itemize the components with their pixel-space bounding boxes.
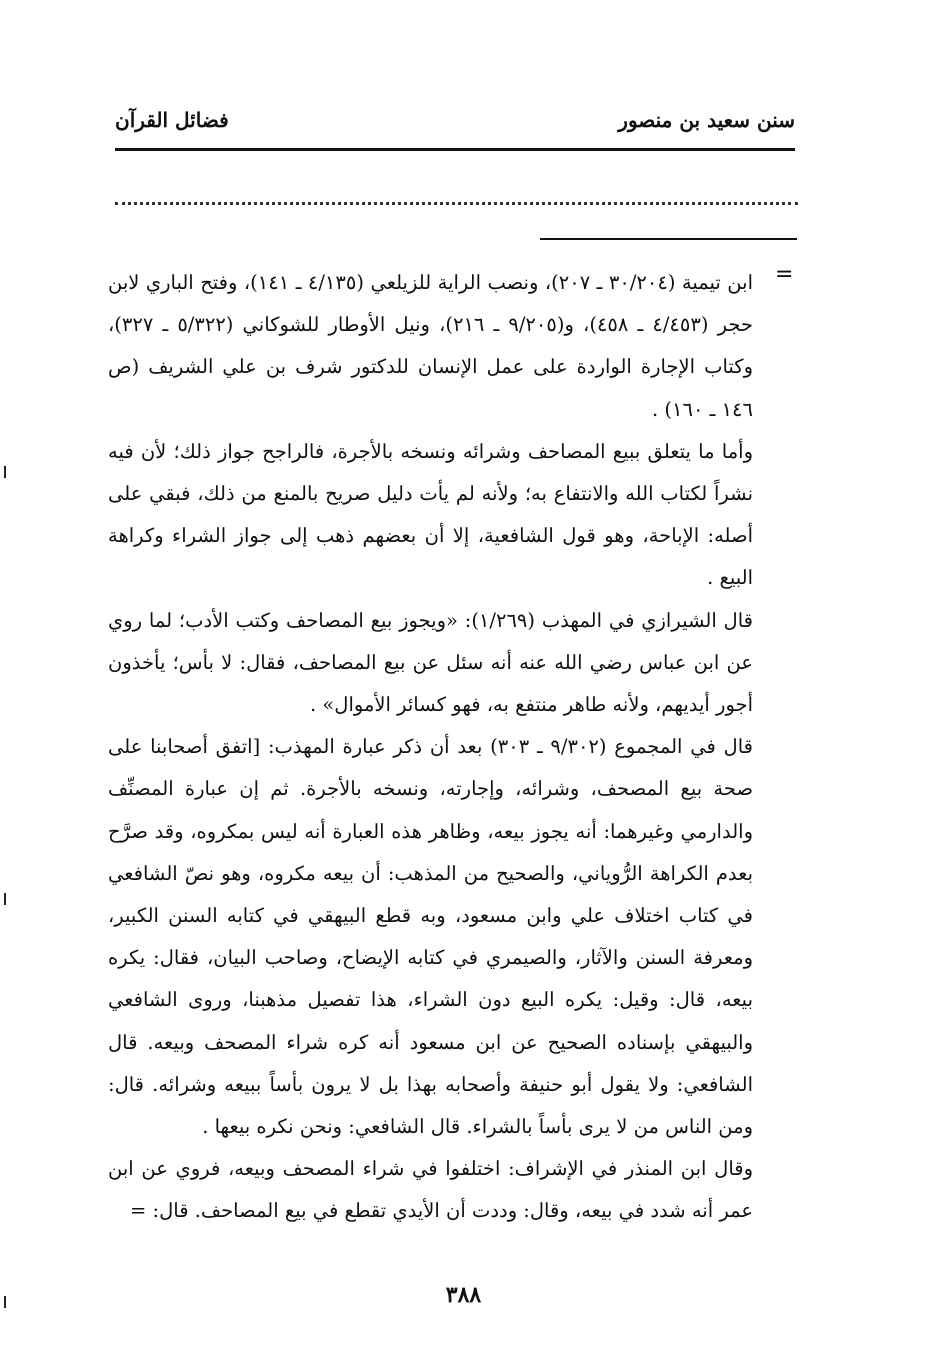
book-title: سنن سعيد بن منصور	[618, 108, 795, 132]
paragraph-references: ابن تيمية (٣٠/٢٠٤ ـ ٢٠٧)، ونصب الراية للزيلعي (٤/١٣٥ ـ ١٤١)، وفتح الباري لابن حجر (٤/٤٥٣ ـ ٤٥٨)، و(٩/٢٠٥ ـ ٢١٦)، ونيل الأوطار للشوكاني (٥/٣٢٢ ـ ٣٢٧)، وكتاب الإجارة الواردة على عمل الإنسان للدكتور شرف بن علي الشريف (ص ١٤٦ ـ ١٦٠) .	[108, 271, 753, 421]
header-rule	[115, 148, 795, 151]
paragraph-majmu: قال في المجموع (٩/٣٠٢ ـ ٣٠٣) بعد أن ذكر عبارة المهذب: [اتفق أصحابنا على صحة بيع المصحف، وشرائه، وإجارته، ونسخه بالأجرة. ثم إن عبارة المصنِّف والدارمي وغيرهما: أنه يجوز بيعه، وظاهر هذه العبارة أنه ليس بمكروه، وقد صرَّح بعدم الكراهة الرُّوياني، والصحيح من المذهب: أن بيعه مكروه، وهو نصّ الشافعي في كتاب اختلاف علي وابن مسعود، وبه قطع البيهقي في كتابه السنن الكبير، ومعرفة السنن والآثار، والصيمري في كتابه الإيضاح، وصاحب البيان، فقال: يكره بيعه، قال: وقيل: يكره البيع دون الشراء، هذا تفصيل مذهبنا، وروى الشافعي والبيهقي بإسناده الصحيح عن ابن مسعود أنه كره شراء المصحف وبيعه. قال الشافعي: ولا يقول أبو حنيفة وأصحابه بهذا بل لا يرون بأساً ببيعه وشرائه. قال: ومن الناس من لا يرى بأساً بالشراء. قال الشافعي: ونحن نكره بيعها .	[108, 735, 753, 1139]
paragraph-ibn-mundhir: وقال ابن المنذر في الإشراف: اختلفوا في شراء المصحف وبيعه، فروي عن ابن عمر أنه شدد في بيعه، وقال: وددت أن الأيدي تقطع في بيع المصاحف. قال: =	[108, 1157, 753, 1223]
page-number: ٣٨٨	[445, 1282, 482, 1308]
scan-edge-mark	[4, 466, 6, 478]
scan-edge-mark	[4, 893, 6, 905]
continuation-mark: =	[775, 262, 794, 287]
paragraph-shirazi: قال الشيرازي في المهذب (١/٢٦٩): «ويجوز بيع المصاحف وكتب الأدب؛ لما روي عن ابن عباس رضي الله عنه أنه سئل عن بيع المصاحف، فقال: لا بأس؛ يأخذون أجور أيديهم، ولأنه طاهر منتفع به، فهو كسائر الأموال» .	[108, 608, 753, 717]
footnote-rule	[540, 238, 797, 240]
scan-edge-mark	[4, 1296, 6, 1308]
footnote-text	[108, 262, 753, 1277]
page-header	[115, 108, 795, 140]
paragraph-ruling: وأما ما يتعلق ببيع المصاحف وشرائه ونسخه بالأجرة، فالراجح جواز ذلك؛ لأن فيه نشراً لكتاب الله والانتفاع به؛ ولأنه لم يأت دليل صريح بالمنع من ذلك، فبقي على أصله: الإباحة، وهو قول الشافعية، إلا أن بعضهم ذهب إلى جواز الشراء وكراهة البيع .	[108, 439, 753, 590]
dotted-separator	[115, 202, 798, 205]
section-title: فضائل القرآن	[115, 108, 229, 132]
